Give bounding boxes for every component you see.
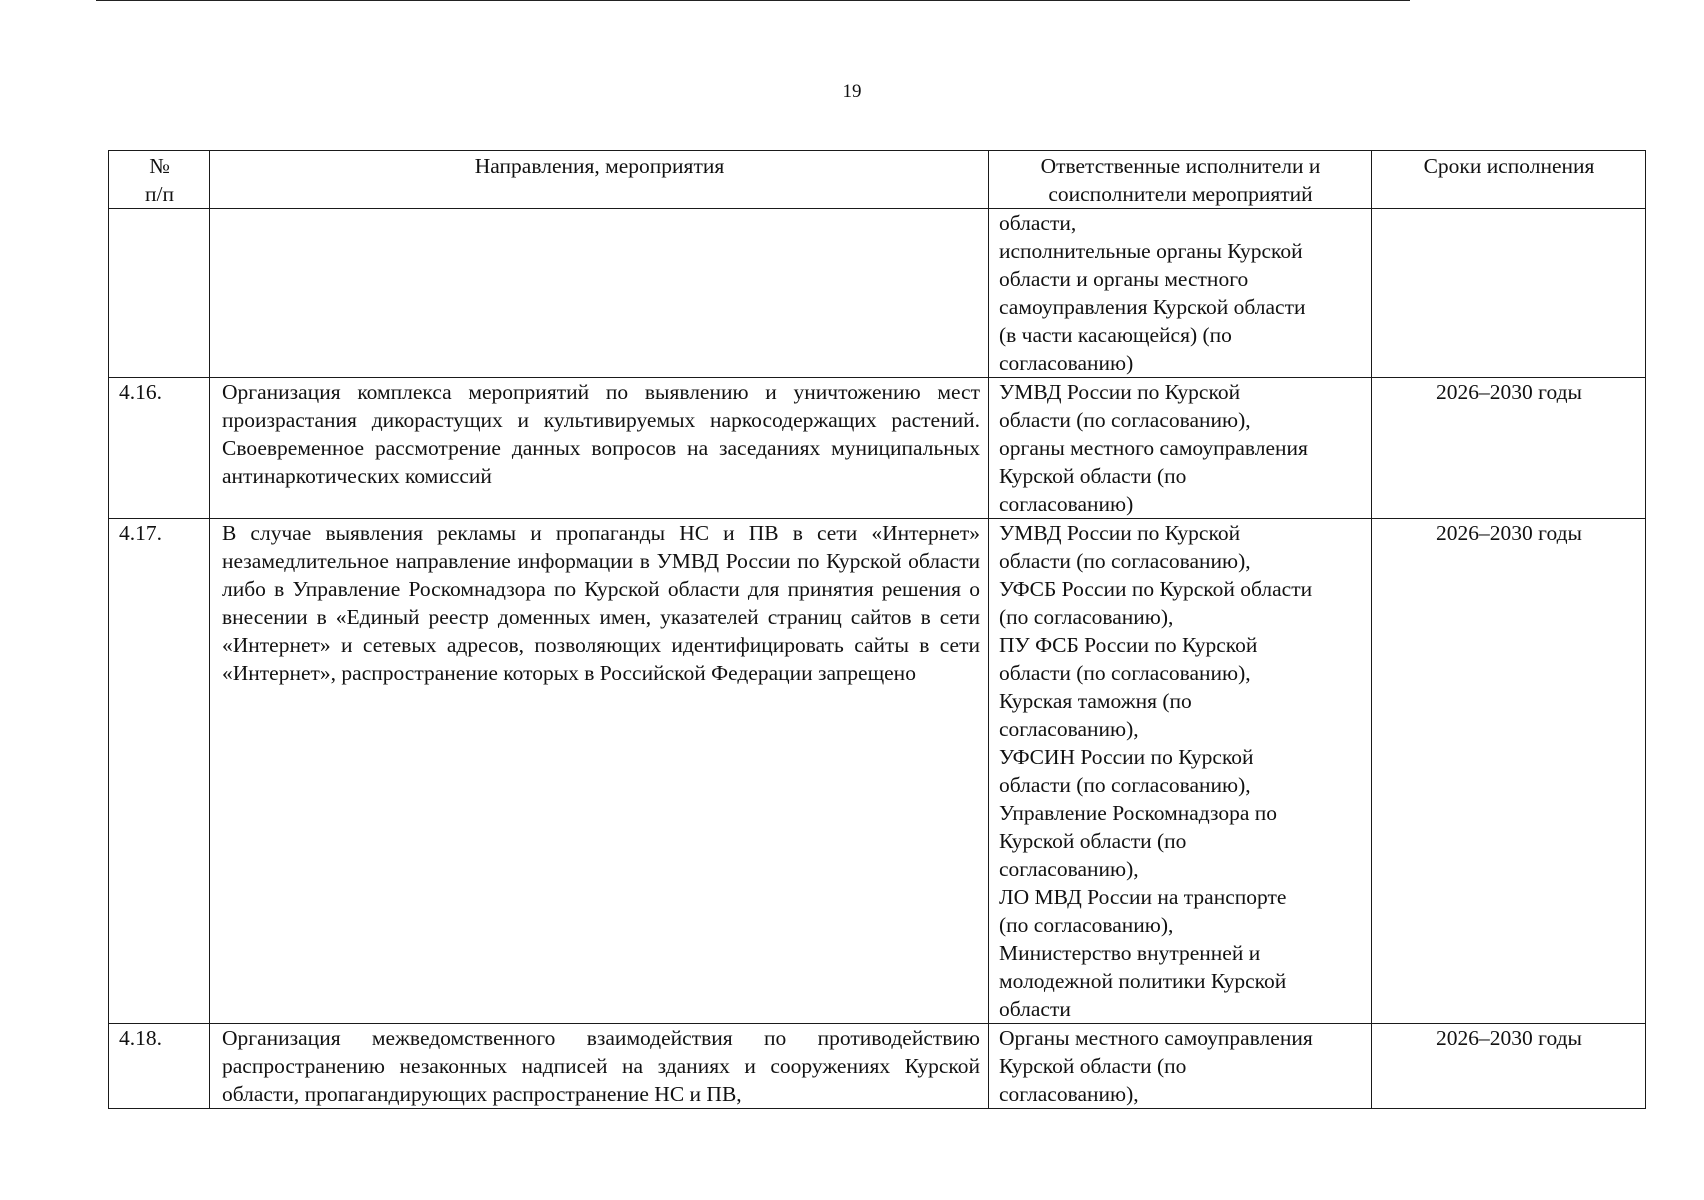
responsible-line: области (по согласованию), <box>999 661 1251 685</box>
table-row <box>109 378 1646 519</box>
row-dates <box>1372 209 1646 378</box>
responsible-line: Органы местного самоуправления <box>999 1026 1313 1050</box>
responsible-line: УМВД России по Курской <box>999 380 1241 404</box>
responsible-line: области, <box>999 211 1077 235</box>
row-responsible <box>989 519 1372 1024</box>
responsible-line: исполнительные органы Курской <box>999 239 1303 263</box>
responsible-line: согласованию), <box>999 857 1139 881</box>
row-number <box>109 209 210 378</box>
responsible-line: Курская таможня (по <box>999 689 1192 713</box>
table-header <box>109 151 1646 209</box>
responsible-line: области <box>999 997 1071 1021</box>
responsible-line: согласованию) <box>999 351 1134 375</box>
row-direction <box>210 209 989 378</box>
responsible-line: УФСИН России по Курской <box>999 745 1254 769</box>
row-dates: 2026–2030 годы <box>1372 519 1646 1024</box>
responsible-line: области и органы местного <box>999 267 1249 291</box>
row-direction-text: Организация межведомственного взаимодействия по противодействию распространению незаконных надписей на зданиях и сооружениях Курской области, пропагандирующих распространение НС и ПВ, <box>222 1026 980 1106</box>
row-responsible <box>989 378 1372 519</box>
header-responsible <box>989 151 1372 209</box>
header-responsible-line2: соисполнители мероприятий <box>1048 182 1313 206</box>
plan-table <box>108 150 1646 1109</box>
row-responsible <box>989 209 1372 378</box>
page-number: 19 <box>842 81 862 102</box>
responsible-line: (по согласованию), <box>999 913 1174 937</box>
responsible-line: согласованию) <box>999 492 1134 516</box>
responsible-line: Министерство внутренней и <box>999 941 1261 965</box>
row-direction-text: Организация комплекса мероприятий по выявлению и уничтожению мест произрастания дикорастущих и культивируемых наркосодержащих растений. Своевременное рассмотрение данных вопросов на заседаниях муниципальных антинаркотических комиссий <box>222 380 980 488</box>
row-responsible <box>989 1024 1372 1109</box>
row-dates: 2026–2030 годы <box>1372 1024 1646 1109</box>
header-number <box>109 151 210 209</box>
responsible-line: Курской области (по <box>999 1054 1187 1078</box>
responsible-line: согласованию), <box>999 717 1139 741</box>
row-direction-text: В случае выявления рекламы и пропаганды НС и ПВ в сети «Интернет» незамедлительное направление информации в УМВД России по Курской области либо в Управление Роскомнадзора по Курской области для принятия решения о внесении в «Единый реестр доменных имен, указателей страниц сайтов в сети «Интернет» и сетевых адресов, позволяющих идентифицировать сайты в сети «Интернет», распространение которых в Российской Федерации запрещено <box>222 521 980 685</box>
responsible-line: согласованию), <box>999 1082 1139 1106</box>
header-dates: Сроки исполнения <box>1372 151 1646 209</box>
row-direction <box>210 1024 989 1109</box>
row-dates: 2026–2030 годы <box>1372 378 1646 519</box>
responsible-line: ЛО МВД России на транспорте <box>999 885 1287 909</box>
responsible-line: Курской области (по <box>999 829 1187 853</box>
table-row <box>109 519 1646 1024</box>
row-number: 4.17. <box>109 519 210 1024</box>
header-number-label: п/п <box>145 182 174 206</box>
header-responsible-line1: Ответственные исполнители и <box>1040 154 1321 178</box>
responsible-line: (в части касающейся) (по <box>999 323 1232 347</box>
responsible-line: молодежной политики Курской <box>999 969 1287 993</box>
responsible-line: области (по согласованию), <box>999 773 1251 797</box>
responsible-line: области (по согласованию), <box>999 549 1251 573</box>
table-row <box>109 1024 1646 1109</box>
row-direction <box>210 519 989 1024</box>
responsible-line: УФСБ России по Курской области <box>999 577 1313 601</box>
header-number-symbol: № <box>149 154 170 178</box>
header-row <box>109 151 1646 209</box>
row-number: 4.16. <box>109 378 210 519</box>
table-row <box>109 209 1646 378</box>
responsible-line: органы местного самоуправления <box>999 436 1308 460</box>
responsible-line: самоуправления Курской области <box>999 295 1306 319</box>
table-body <box>109 209 1646 1109</box>
responsible-line: УМВД России по Курской <box>999 521 1241 545</box>
responsible-line: Курской области (по <box>999 464 1187 488</box>
responsible-line: (по согласованию), <box>999 605 1174 629</box>
header-directions: Направления, мероприятия <box>210 151 989 209</box>
responsible-line: ПУ ФСБ России по Курской <box>999 633 1258 657</box>
row-number: 4.18. <box>109 1024 210 1109</box>
row-direction <box>210 378 989 519</box>
responsible-line: области (по согласованию), <box>999 408 1251 432</box>
responsible-line: Управление Роскомнадзора по <box>999 801 1278 825</box>
top-border-line <box>96 0 1410 1</box>
